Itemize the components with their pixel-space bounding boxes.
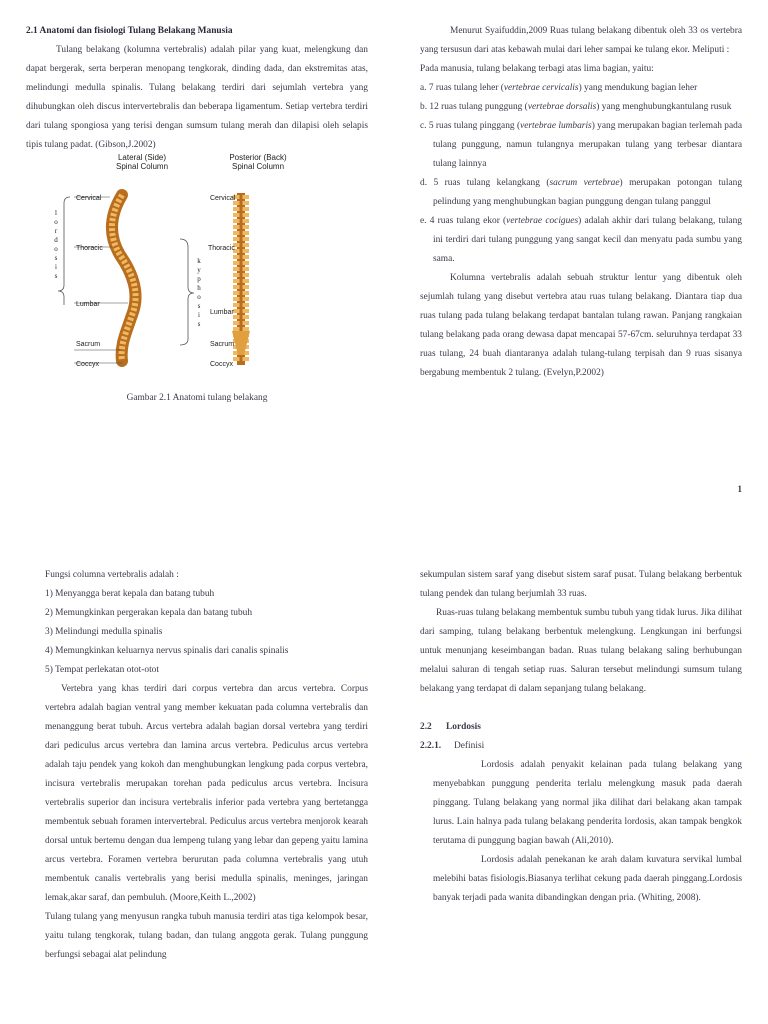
label-cervical-left: Cervical — [76, 195, 102, 202]
function-list — [45, 585, 368, 680]
label-coccyx-right: Coccyx — [210, 361, 233, 368]
label-lumbar-right: Lumbar — [210, 309, 234, 316]
vertebra-list-item: c. 5 ruas tulang pinggang (vertebrae lumbaris) yang merupakan bagian terlemah pada tulang punggung, namun tulangnya merupakan tulang yang terbesar diantara tulang lainnya — [420, 121, 742, 169]
vertical-letter: s — [54, 272, 58, 280]
page1-left-column — [26, 22, 368, 408]
vertical-letter: o — [197, 293, 201, 301]
section-heading: 2.1 Anatomi dan fisiologi Tulang Belakang Manusia — [26, 26, 233, 36]
vertical-letter: s — [197, 302, 201, 310]
kyphosis-vertical-label — [196, 257, 202, 329]
vertical-letter: s — [197, 320, 201, 328]
list-marker: b. — [420, 102, 430, 112]
subsection-heading-definisi: 2.2.1. Definisi — [420, 741, 485, 751]
vertical-letter: k — [197, 257, 201, 265]
vertebra-list-item: a. 7 ruas tulang leher (vertebrae cervicalis) yang mendukung bagian leher — [420, 83, 698, 93]
vertebra-list — [420, 79, 742, 269]
vertical-letter: r — [54, 227, 58, 235]
posterior-title: Posterior (Back) Spinal Column — [229, 153, 287, 171]
figure-caption: Gambar 2.1 Anatomi tulang belakang — [126, 393, 268, 403]
label-cervical-right: Cervical — [210, 195, 236, 202]
page2-left-column — [45, 566, 368, 965]
vertical-letter: p — [197, 275, 201, 283]
page-number: 1 — [737, 484, 742, 494]
page1-right-column — [420, 22, 742, 383]
latin-term: vertebrae cocigues — [506, 216, 579, 226]
lordosis-vertical-label — [53, 209, 59, 281]
function-list-item: 2) Memungkinkan pergerakan kepala dan batang tubuh — [45, 608, 253, 618]
lateral-spine — [112, 195, 136, 361]
latin-term: vertebrae lumbaris — [520, 121, 592, 131]
vertical-letter: y — [197, 266, 201, 274]
function-list-item: 3) Melindungi medulla spinalis — [45, 627, 163, 637]
function-list-item: 1) Menyangga berat kepala dan batang tubuh — [45, 589, 215, 599]
document-page-2 — [0, 512, 768, 1024]
list-marker: a. — [420, 83, 429, 93]
section-heading-lordosis: 2.2 Lordosis — [420, 722, 481, 732]
lateral-title: Lateral (Side) Spinal Column — [115, 153, 169, 171]
page2-right-column — [420, 566, 742, 908]
paragraph: Menurut Syaifuddin,2009 Ruas tulang belakang dibentuk oleh 33 os vertebra yang tersusun dari atas kebawah mulai dari leher sampai ke tulang ekor. Meliputi : — [420, 26, 742, 55]
paragraph: Vertebra yang khas terdiri dari corpus vertebra dan arcus vertebra. Corpus vertebra adalah bagian ventral yang member kekuatan pada columna vertebralis dan menanggung berat tubuh. Arcus vertebra adalah bagian dorsal vertebra yang terdiri dari pediculus arcus vertebra dan lamina arcus vertebra. Pediculus arcus vertebra adalah taju pendek yang kokoh dan menghubungkan lengkung pada corpus vertebra, incisura vertebralis merupakan torehan pada pediculus arcus vertebra. Incisura vertebralis superior dan incisura vertebralis inferior pada vertebra yang bertetangga membentuk sebuah foramen intervertebral. Pediculus arcus vertebra menjorok kearah dorsal untuk bertemu dengan dua lempeng tulang yang lebar dan gepeng yaitu lamina arcus vertebra. Foramen vertebra berurutan pada columna vertebralis yang utuh membentuk canalis vertebralis yang berisi medulla spinalis, meninges, jaringan lemak,akar saraf, dan pembuluh. (Moore,Keith L.,2002) — [45, 684, 368, 903]
vertebra-list-item: d. 5 ruas tulang kelangkang (sacrum vertebrae) merupakan potongan tulang pelindung yang menghubungkan bagian punggung dengan tulang panggul — [420, 178, 743, 207]
label-sacrum-right: Sacrum — [210, 341, 235, 348]
paragraph: Fungsi columna vertebralis adalah : — [45, 570, 179, 580]
list-marker: e. — [420, 216, 430, 226]
paragraph: Kolumna vertebralis adalah sebuah struktur lentur yang dibentuk oleh sejumlah tulang yang disebut vertebra atau ruas tulang belakang. Diantara tiap dua ruas tulang pada tulang belakang terdapat bantalan tulang rawan. Panjang rangkaian tulang belakang pada orang dewasa dapat mencapai 57-67cm. seluruhnya terdapat 33 ruas tulang, 24 buah diantaranya adalah tulang-tulang terpisah dan 9 ruas sisanya bergabung membentuk 2 tulang. (Evelyn,P.2002) — [420, 273, 742, 378]
posterior-spine — [232, 193, 250, 365]
label-thoracic-right: Thoracic — [208, 245, 235, 252]
paragraph: Ruas-ruas tulang belakang membentuk sumbu tubuh yang tidak lurus. Jika dilihat dari samping, tulang belakang berbentuk melengkung. Lengkungan ini berfungsi untuk menunjang keseimbangan badan. Ruas tulang belakang saling berhubungan melalui saluran di tengah setiap ruas. Saluran tersebut melindungi sumsum tulang belakang yang terdapat di dalam sepanjang tulang belakang. — [420, 608, 742, 694]
list-marker: d. — [420, 178, 434, 188]
vertical-letter: h — [197, 284, 201, 292]
paragraph: Tulang belakang (kolumna vertebralis) adalah pilar yang kuat, melengkung dan dapat bergerak, serta berperan menopang tengkorak, dinding dada, dan ekstremitas atas, melindungi medulla spinalis. Tulang belakang terdiri dari sejumlah vertebra yang dihubungkan oleh discus intervertebralis dan beberapa ligamentum. Setiap vertebra terdiri dari tulang spongiosa yang terisi dengan sumsum tulang merah dan dilapisi oleh selapis tipis tulang padat. (Gibson,J.2002) — [26, 45, 368, 150]
paragraph: Lordosis adalah penekanan ke arah dalam kuvatura servikal lumbal melebihi batas fisiologis.Biasanya terlihat cekung pada daerah pinggang.Lordosis banyak terjadi pada wanita dibandingkan dengan pria. (Whiting, 2008). — [433, 855, 742, 903]
latin-term: vertebrae cervicalis — [503, 83, 579, 93]
paragraph: Tulang tulang yang menyusun rangka tubuh manusia terdiri atas tiga kelompok besar, yaitu tulang tengkorak, tulang badan, dan tulang anggota gerak. Tulang punggung berfungsi sebagai alat pelindung — [45, 912, 368, 960]
label-coccyx-left: Coccyx — [76, 361, 99, 368]
function-list-item: 4) Memungkinkan keluarnya nervus spinalis dari canalis spinalis — [45, 646, 289, 656]
vertical-letter: s — [54, 254, 58, 262]
vertical-letter: i — [55, 263, 57, 271]
paragraph: Pada manusia, tulang belakang terbagi atas lima bagian, yaitu: — [420, 64, 654, 74]
paragraph: Lordosis adalah penyakit kelainan pada tulang belakang yang menyebabkan punggung penderita terlalu melengkung masuk pada daerah pinggang. Tulang belakang yang normal jika dilihat dari belakang akan tampak lurus. Lain halnya pada tulang belakang penderita lordosis, akan tampak bengkok terutama di punggung bagian bawah (Ali,2010). — [433, 760, 742, 846]
label-thoracic-left: Thoracic — [76, 245, 103, 252]
spine-figure — [50, 153, 287, 383]
vertical-letter: d — [54, 236, 58, 244]
vertebra-list-item: e. 4 ruas tulang ekor (vertebrae cocigues) adalah akhir dari tulang belakang, tulang ini terdiri dari tulang punggung yang sangat kecil dan menyatu pada sumbu yang sama. — [420, 216, 742, 264]
latin-term: sacrum vertebrae — [549, 178, 620, 188]
list-marker: c. — [420, 121, 429, 131]
label-sacrum-left: Sacrum — [76, 341, 101, 348]
vertical-letter: o — [54, 245, 58, 253]
label-lumbar-left: Lumbar — [76, 301, 100, 308]
vertical-letter: l — [55, 209, 57, 217]
paragraph: sekumpulan sistem saraf yang disebut sistem saraf pusat. Tulang belakang berbentuk tulang pendek dan tulang berjumlah 33 ruas. — [420, 570, 742, 599]
vertical-letter: i — [198, 311, 200, 319]
function-list-item: 5) Tempat perlekatan otot-otot — [45, 665, 159, 675]
vertebra-list-item: b. 12 ruas tulang punggung (vertebrae dorsalis) yang menghubungkantulang rusuk — [420, 102, 732, 112]
latin-term: vertebrae dorsalis — [527, 102, 597, 112]
vertical-letter: o — [54, 218, 58, 226]
